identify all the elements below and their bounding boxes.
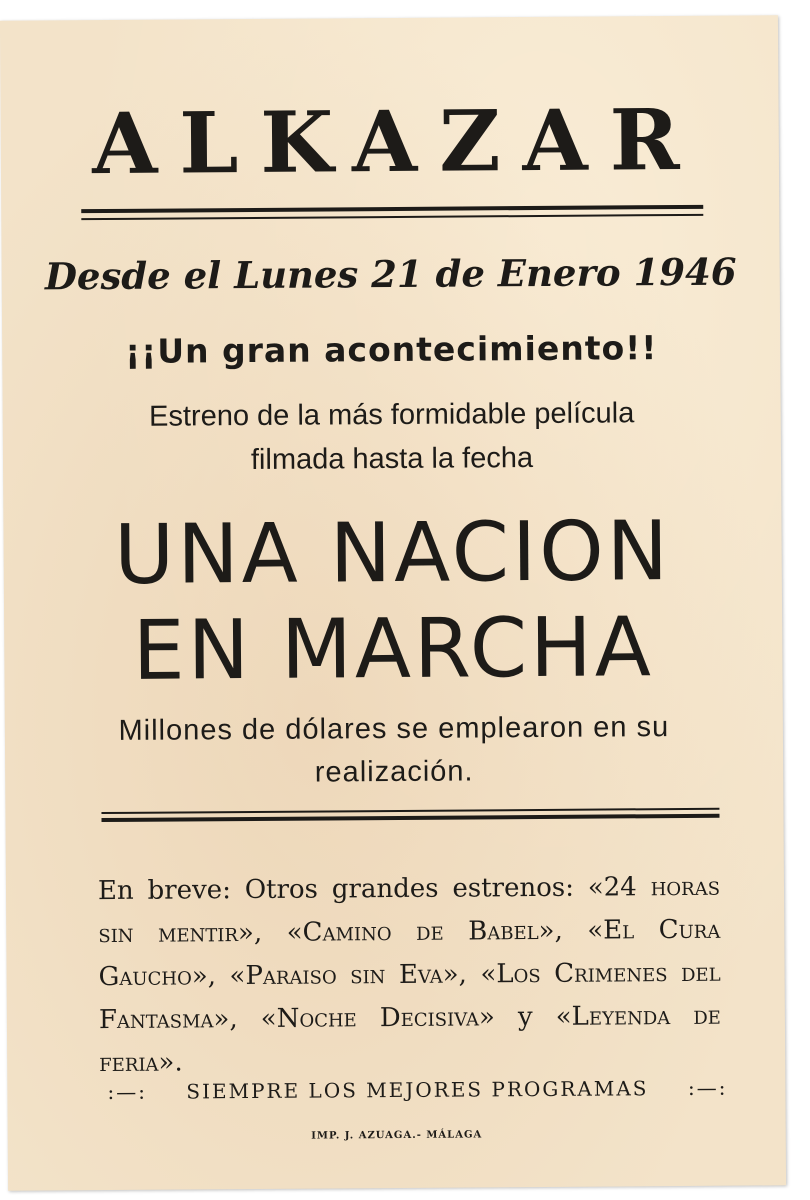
upcoming-film: «El Cura Gaucho»	[98, 914, 721, 993]
date-line: Desde el Lunes 21 de Enero 1946	[44, 249, 737, 299]
upcoming-film: «Noche Decisiva»	[260, 1002, 495, 1034]
slogan-text: SIEMPRE LOS MEJORES PROGRAMAS	[186, 1076, 649, 1104]
headline: ¡¡Un gran acontecimiento!!	[125, 328, 658, 371]
upcoming-film: «Camino de Babel»	[286, 915, 555, 948]
separator: ,	[458, 959, 481, 990]
cinema-name: ALKAZAR	[91, 89, 702, 194]
intro-text	[3, 390, 782, 483]
top-rule-thick	[81, 205, 703, 213]
intro-line: Estreno de la más formidable película	[148, 397, 635, 433]
upcoming-film: «Paraiso sin Eva»	[229, 959, 459, 992]
top-rule-thin	[81, 214, 703, 220]
separator: ,	[229, 1003, 261, 1035]
ornament-left: :—:	[107, 1079, 147, 1105]
upcoming-film: «Los Crimenes del Fantasma»	[98, 957, 721, 1036]
upcoming-film: «Leyenda de feria»	[99, 1000, 722, 1079]
film-title-line: UNA NACION	[113, 504, 672, 603]
mid-rule-thin	[101, 808, 719, 814]
intro-line: filmada hasta la fecha	[250, 442, 534, 476]
end-period: .	[174, 1047, 183, 1078]
upcoming-releases	[98, 866, 721, 1085]
upcoming-film: «24 horas sin mentir»	[98, 871, 721, 950]
conjunction: y	[494, 1001, 556, 1033]
mid-rule-thick	[101, 814, 719, 822]
upcoming-lead: En breve: Otros grandes estrenos:	[97, 872, 588, 907]
printer-credit: IMP. J. AZUAGA.- MÁLAGA	[311, 1129, 483, 1142]
film-title-line: EN MARCHA	[132, 600, 655, 699]
ornament-right: :—:	[687, 1075, 728, 1100]
film-title	[3, 503, 782, 700]
separator: ,	[253, 917, 287, 948]
slogan-line	[107, 1076, 727, 1104]
separator: ,	[554, 915, 588, 946]
note-line: Millones de dólares se emplearon en su	[118, 711, 670, 747]
separator: ,	[207, 961, 230, 992]
note-line: realización.	[314, 755, 474, 789]
budget-note	[5, 705, 784, 796]
handbill	[0, 15, 786, 1190]
